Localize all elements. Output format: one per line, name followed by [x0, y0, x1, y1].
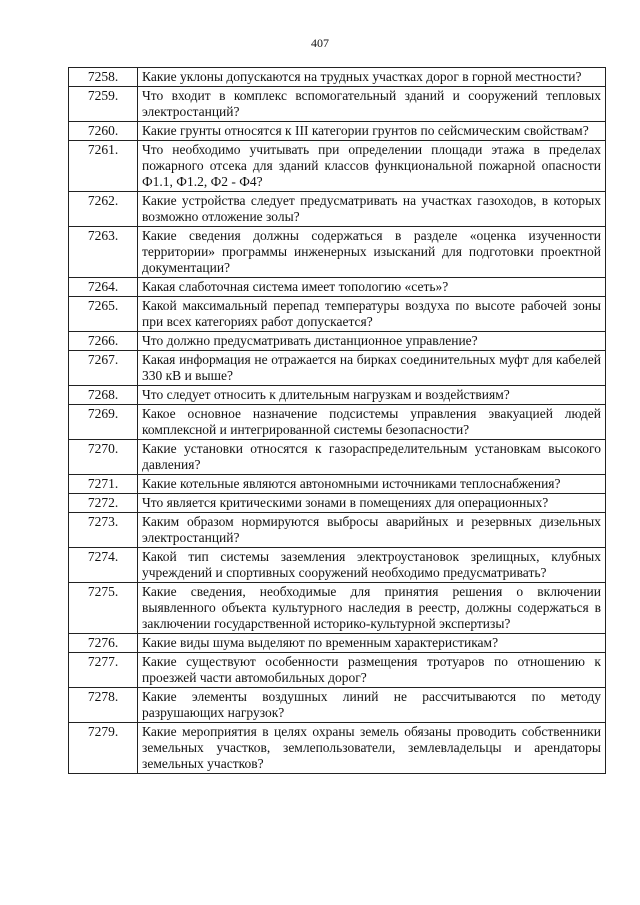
table-row: [69, 405, 606, 440]
question-text: Что следует относить к длительным нагрузкам и воздействиям?: [138, 386, 606, 405]
table-row: [69, 122, 606, 141]
table-row: [69, 513, 606, 548]
question-number: 7274.: [69, 548, 138, 583]
table-row: [69, 278, 606, 297]
question-text: Какие элементы воздушных линий не рассчитываются по методу разрушающих нагрузок?: [138, 688, 606, 723]
question-text: Какие существуют особенности размещения тротуаров по отношению к проезжей части автомобильных дорог?: [138, 653, 606, 688]
table-row: [69, 440, 606, 475]
question-number: 7278.: [69, 688, 138, 723]
question-number: 7266.: [69, 332, 138, 351]
question-number: 7275.: [69, 583, 138, 634]
question-number: 7269.: [69, 405, 138, 440]
question-text: Какой максимальный перепад температуры воздуха по высоте рабочей зоны при всех категориях работ допускается?: [138, 297, 606, 332]
question-text: Какое основное назначение подсистемы управления эвакуацией людей комплексной и интегрированной системы безопасности?: [138, 405, 606, 440]
questions-table: [68, 67, 606, 774]
table-row: [69, 583, 606, 634]
question-number: 7263.: [69, 227, 138, 278]
question-number: 7268.: [69, 386, 138, 405]
table-row: [69, 87, 606, 122]
question-text: Какие грунты относятся к III категории грунтов по сейсмическим свойствам?: [138, 122, 606, 141]
page-number: 407: [311, 36, 329, 50]
question-text: Что является критическими зонами в помещениях для операционных?: [138, 494, 606, 513]
table-row: [69, 475, 606, 494]
table-row: [69, 653, 606, 688]
table-row: [69, 351, 606, 386]
question-text: Какая информация не отражается на бирках соединительных муфт для кабелей 330 кВ и выше?: [138, 351, 606, 386]
question-text: Какие устройства следует предусматривать на участках газоходов, в которых возможно отложение золы?: [138, 192, 606, 227]
question-text: Какая слаботочная система имеет топологию «сеть»?: [138, 278, 606, 297]
question-number: 7277.: [69, 653, 138, 688]
table-row: [69, 688, 606, 723]
question-number: 7272.: [69, 494, 138, 513]
table-row: [69, 297, 606, 332]
table-row: [69, 548, 606, 583]
question-text: Какие виды шума выделяют по временным характеристикам?: [138, 634, 606, 653]
question-number: 7273.: [69, 513, 138, 548]
question-number: 7259.: [69, 87, 138, 122]
table-row: [69, 227, 606, 278]
table-row: [69, 192, 606, 227]
question-number: 7260.: [69, 122, 138, 141]
question-text: Какой тип системы заземления электроустановок зрелищных, клубных учреждений и спортивных сооружений необходимо предусматривать?: [138, 548, 606, 583]
table-row: [69, 494, 606, 513]
table-row: [69, 141, 606, 192]
table-row: [69, 723, 606, 774]
question-number: 7270.: [69, 440, 138, 475]
question-number: 7267.: [69, 351, 138, 386]
question-number: 7261.: [69, 141, 138, 192]
question-text: Какие мероприятия в целях охраны земель обязаны проводить собственники земельных участков, землепользователи, землевладельцы и арендаторы земельных участков?: [138, 723, 606, 774]
table-row: [69, 332, 606, 351]
table-row: [69, 68, 606, 87]
question-text: Какие установки относятся к газораспределительным установкам высокого давления?: [138, 440, 606, 475]
question-text: Какие сведения, необходимые для принятия решения о включении выявленного объекта культурного наследия в реестр, должны содержаться в заключении государственной историко-культурной экспертизы?: [138, 583, 606, 634]
question-text: Каким образом нормируются выбросы аварийных и резервных дизельных электростанций?: [138, 513, 606, 548]
question-text: Что должно предусматривать дистанционное управление?: [138, 332, 606, 351]
table-row: [69, 634, 606, 653]
question-number: 7258.: [69, 68, 138, 87]
question-text: Что входит в комплекс вспомогательный зданий и сооружений тепловых электростанций?: [138, 87, 606, 122]
question-number: 7276.: [69, 634, 138, 653]
question-text: Какие уклоны допускаются на трудных участках дорог в горной местности?: [138, 68, 606, 87]
questions-table-body: [69, 68, 606, 774]
question-text: Что необходимо учитывать при определении площади этажа в пределах пожарного отсека для зданий классов функциональной пожарной опасности Ф1.1, Ф1.2, Ф2 - Ф4?: [138, 141, 606, 192]
question-number: 7271.: [69, 475, 138, 494]
table-row: [69, 386, 606, 405]
question-number: 7279.: [69, 723, 138, 774]
question-number: 7262.: [69, 192, 138, 227]
question-text: Какие сведения должны содержаться в разделе «оценка изученности территории» программы инженерных изысканий для подготовки проектной документации?: [138, 227, 606, 278]
question-text: Какие котельные являются автономными источниками теплоснабжения?: [138, 475, 606, 494]
question-number: 7264.: [69, 278, 138, 297]
question-number: 7265.: [69, 297, 138, 332]
